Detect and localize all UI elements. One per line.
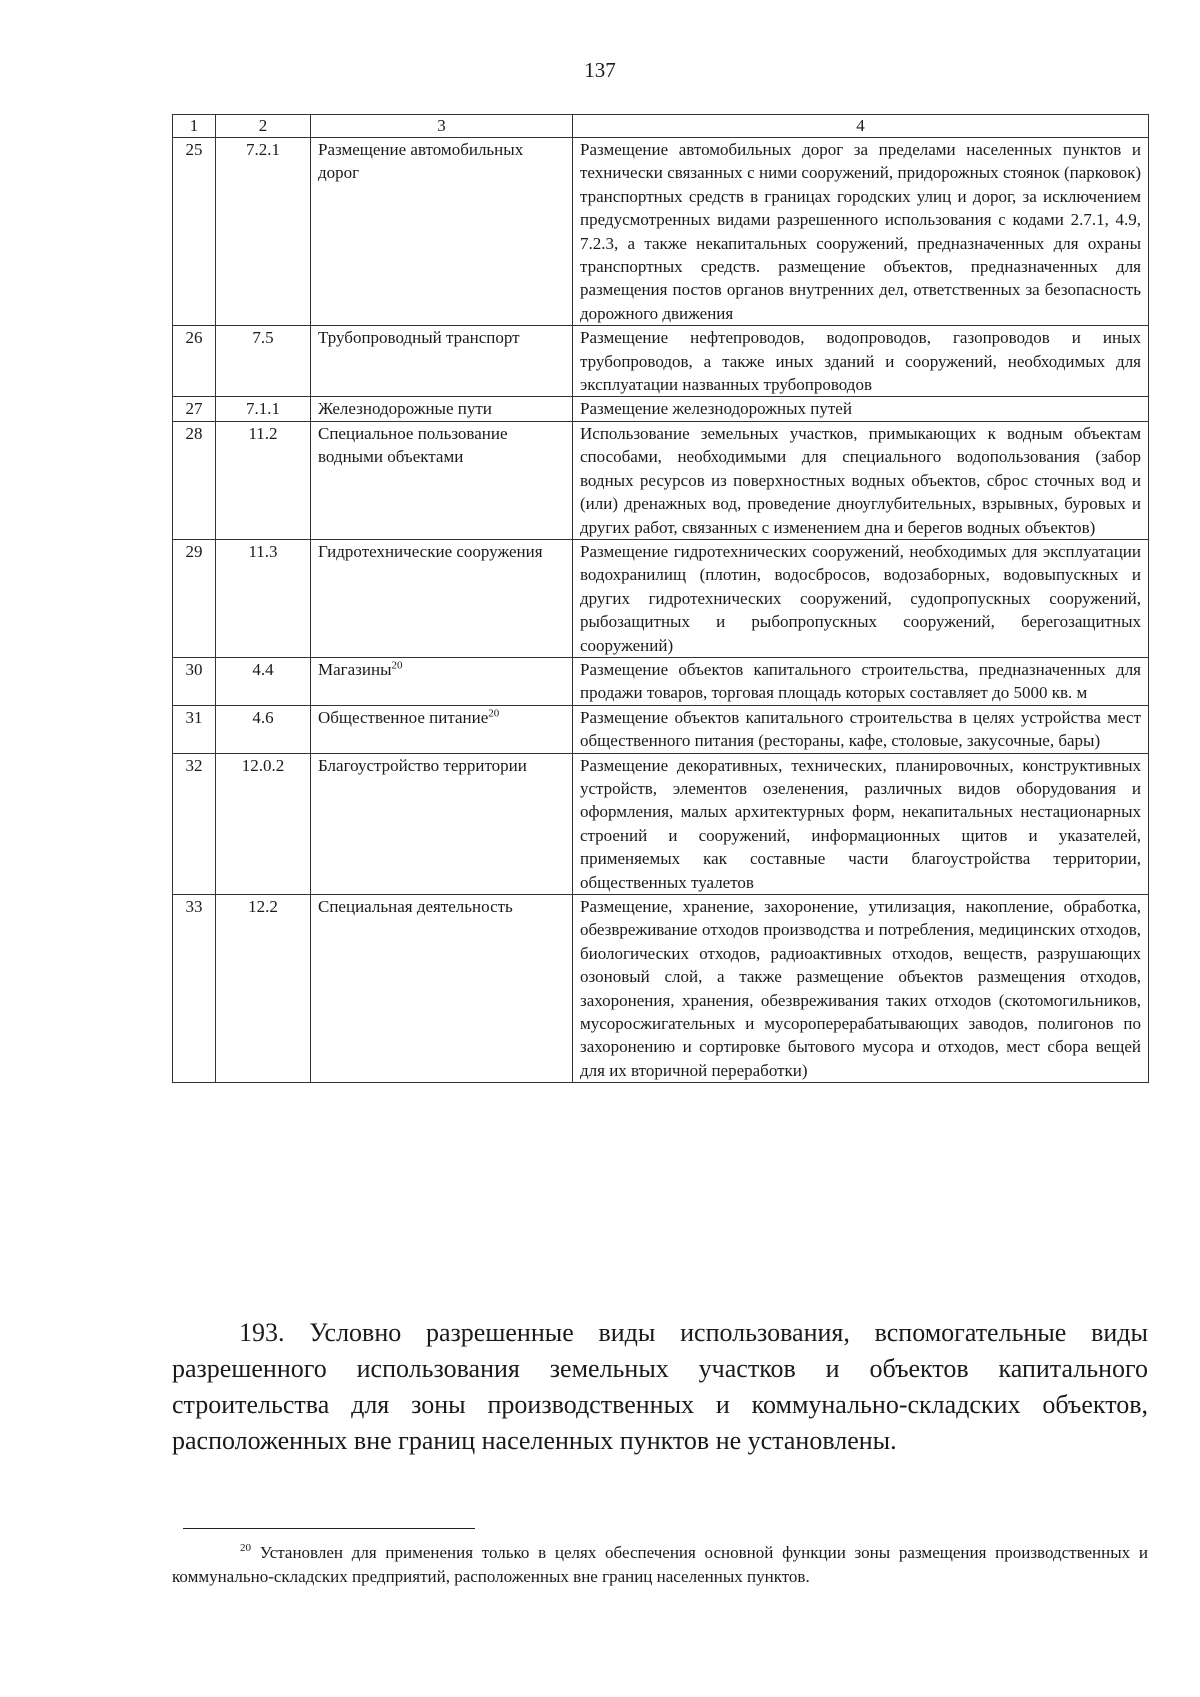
row-code-cell [216,895,311,1083]
table-row [173,326,1149,397]
row-number: 26 [185,328,203,348]
row-code: 12.2 [248,897,278,916]
header-col-4: 4 [573,115,1149,138]
table-row [173,895,1149,1083]
row-name: Размещение автомобильных дорог [318,140,524,183]
row-name-cell [311,138,573,326]
header-col-2: 2 [216,115,311,138]
row-name: Специальная деятельность [318,897,513,916]
paragraph-number: 193. [239,1318,285,1347]
row-code-cell [216,753,311,894]
footnote-divider [183,1528,475,1529]
row-code-cell [216,705,311,753]
row-number-cell [173,326,216,397]
row-name-cell [311,539,573,657]
row-number-cell [173,138,216,326]
row-description: Размещение, хранение, захоронение, утилизация, накопление, обработка, обезвреживание отходов производства и потребления, медицинских отходов, биологических отходов, радиоактивных отходов, веществ, разрушающих озоновый слой, а также размещение объектов размещения отходов, захоронения, хранения, обезвреживания таких отходов (скотомогильников, мусоросжигательных и мусороперерабатывающих заводов, полигонов по захоронению и сортировке бытового мусора и отходов, мест сбора вещей для их вторичной переработки) [580,897,1141,1080]
footnote-ref: 20 [488,707,500,720]
footnote-mark: 20 [240,1542,251,1555]
row-name-cell [311,895,573,1083]
table-row [173,397,1149,421]
row-number: 27 [185,399,203,419]
row-number-cell [173,421,216,539]
paragraph-193 [172,1315,1148,1459]
row-description-cell [573,397,1149,421]
row-number-cell [173,657,216,705]
row-description: Использование земельных участков, примыкающих к водным объектам способами, необходимыми для специального водопользования (забор водных ресурсов из поверхностных водных объектов, сброс сточных вод и (или) дренажных вод, проведение дноуглубительных, взрывных, буровых и других работ, связанных с изменением дна и берегов водных объектов) [580,423,1141,537]
row-number: 31 [185,707,203,727]
row-code-cell [216,421,311,539]
row-description: Размещение нефтепроводов, водопроводов, газопроводов и иных трубопроводов, а также иных зданий и сооружений, необходимых для эксплуатации названных трубопроводов [580,328,1141,395]
header-col-3: 3 [311,115,573,138]
row-description-cell [573,657,1149,705]
row-description-cell [573,539,1149,657]
row-code: 11.2 [248,423,278,443]
row-name-cell [311,657,573,705]
row-number: 28 [185,423,203,443]
row-number-cell [173,539,216,657]
paragraph-text: Условно разрешенные виды использования, вспомогательные виды разрешенного использования земельных участков и объектов капитального строительства для зоны производственных и коммунально-складских объектов, расположенных вне границ населенных пунктов не установлены. [172,1318,1148,1455]
row-name-cell [311,397,573,421]
row-number: 30 [185,659,203,679]
row-name: Общественное питание [318,707,489,727]
row-description-cell [573,895,1149,1083]
table-row [173,705,1149,753]
row-number-cell [173,397,216,421]
table-body [173,115,1149,1083]
table-row [173,657,1149,705]
row-number: 32 [185,755,203,775]
row-description-cell [573,753,1149,894]
row-code: 12.0.2 [241,755,285,775]
row-number: 25 [185,140,203,159]
row-code-cell [216,657,311,705]
footnote-text: Установлен для применения только в целях обеспечения основной функции зоны размещения производственных и коммунально-складских предприятий, расположенных вне границ населенных пунктов. [172,1543,1148,1586]
table-row [173,753,1149,894]
row-code-cell [216,326,311,397]
row-name-cell [311,326,573,397]
row-code: 4.6 [252,707,274,727]
row-code-cell [216,539,311,657]
row-number-cell [173,753,216,894]
land-use-table [172,114,1149,1083]
row-name: Специальное пользование водными объектами [318,423,508,467]
table-header-row [173,115,1149,138]
header-col-1: 1 [173,115,216,138]
row-code-cell [216,397,311,421]
row-code: 7.2.1 [246,140,280,159]
row-description: Размещение автомобильных дорог за пределами населенных пунктов и технически связанных с ними сооружений, придорожных стоянок (парковок) транспортных средств в границах городских улиц и дорог, за исключением предусмотренных видами разрешенного использования с кодами 2.7.1, 4.9, 7.2.3, а также некапитальных сооружений, предназначенных для охраны транспортных средств. размещение объектов, предназначенных для размещения постов органов внутренних дел, ответственных за безопасность дорожного движения [580,140,1141,323]
row-name-cell [311,421,573,539]
row-name: Гидротехнические сооружения [318,541,543,561]
table-row [173,539,1149,657]
row-name: Железнодорожные пути [318,399,492,419]
row-description: Размещение объектов капитального строительства, предназначенных для продажи товаров, торговая площадь которых составляет до 5000 кв. м [580,659,1141,703]
row-number-cell [173,705,216,753]
row-name-cell [311,753,573,894]
row-name: Благоустройство территории [318,755,527,775]
footnote [172,1541,1148,1589]
row-description: Размещение железнодорожных путей [580,399,852,419]
row-code: 7.5 [252,328,274,348]
row-description-cell [573,421,1149,539]
row-description: Размещение декоративных, технических, планировочных, конструктивных устройств, элементов озеленения, различных видов оборудования и оформления, малых архитектурных форм, некапитальных нестационарных строений и сооружений, информационных щитов и указателей, применяемых как составные части благоустройства территории, общественных туалетов [580,755,1141,892]
footnote-ref: 20 [391,659,403,672]
row-name: Магазины [318,659,392,679]
row-name: Трубопроводный транспорт [318,328,520,348]
row-number-cell [173,895,216,1083]
row-code-cell [216,138,311,326]
table-row [173,421,1149,539]
page-number: 137 [584,58,616,82]
row-code: 4.4 [252,659,274,679]
row-code: 11.3 [248,541,278,561]
row-description-cell [573,705,1149,753]
row-number: 29 [185,541,203,561]
row-name-cell [311,705,573,753]
table-row [173,138,1149,326]
row-code: 7.1.1 [246,399,280,419]
row-description: Размещение объектов капитального строительства в целях устройства мест общественного питания (рестораны, кафе, столовые, закусочные, бары) [580,707,1141,751]
row-number: 33 [185,897,203,916]
row-description: Размещение гидротехнических сооружений, необходимых для эксплуатации водохранилищ (плотин, водосбросов, водозаборных, водовыпускных и других гидротехнических сооружений, судопропускных сооружений, рыбозащитных и рыбопропускных сооружений, берегозащитных сооружений) [580,541,1141,655]
row-description-cell [573,326,1149,397]
row-description-cell [573,138,1149,326]
